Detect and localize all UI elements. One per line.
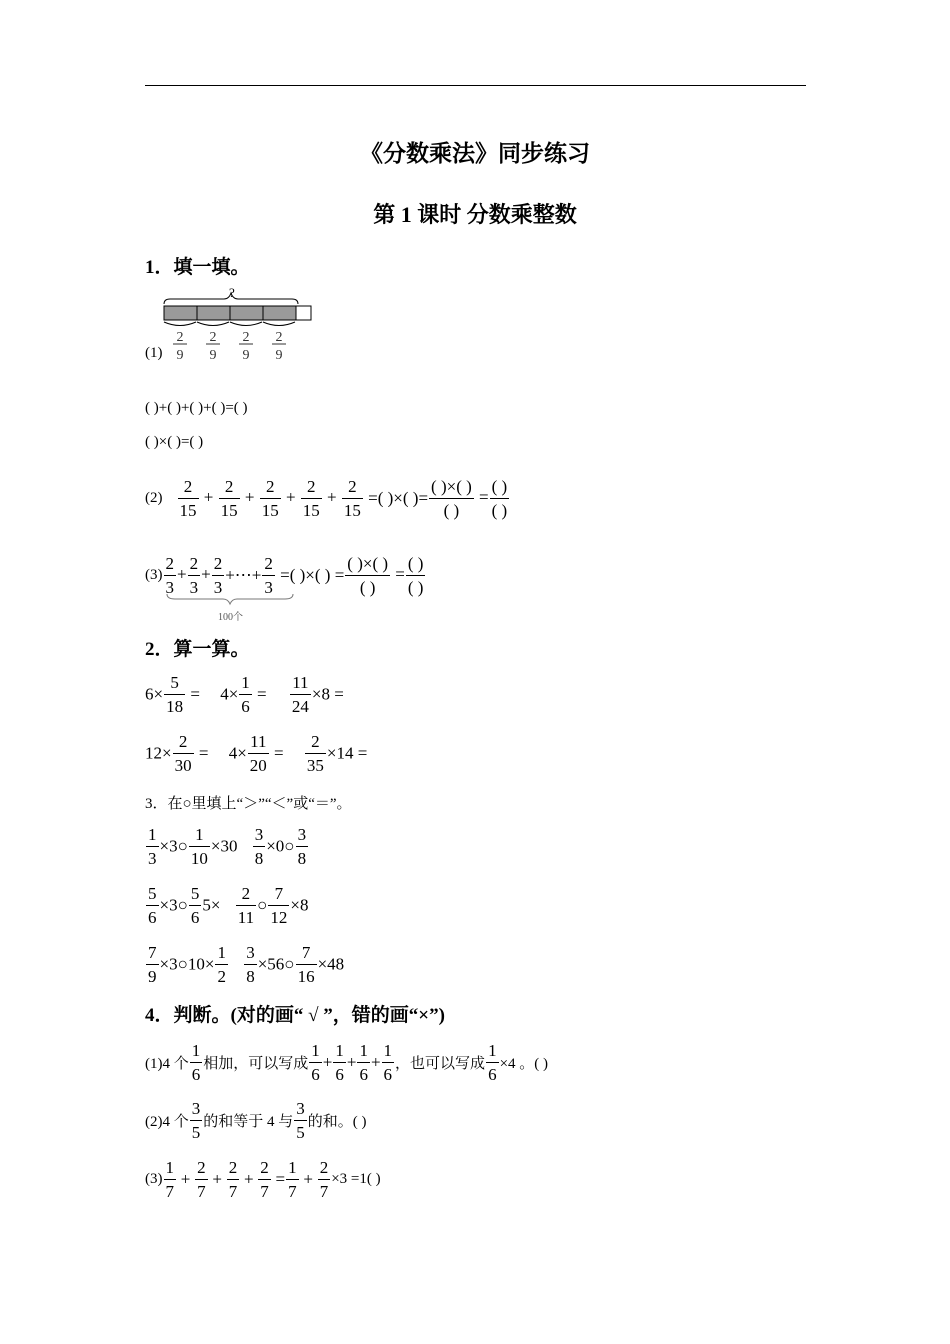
- q1-heading: 1．填一填。: [145, 257, 250, 278]
- q3-row-1: $\frac{1}{3}$ ×3○ $\frac{1}{10}$ ×30 $\frac{3}{8}$ ×0○ $\frac{3}{8}$: [148, 825, 307, 868]
- seg-den-3: 9: [242, 348, 250, 363]
- q2-row-2: 12× $\frac{2}{30}$ = 4× $\frac{11}{20}$ = $\frac{2}{35}$ ×14 =: [145, 732, 368, 775]
- q3-row-2: $\frac{5}{6}$ ×3○ $\frac{5}{6}$ 5× $\frac{2}{11}$ ○ $\frac{7}{12}$ ×8: [148, 884, 309, 927]
- seg-den-2: 9: [209, 348, 217, 363]
- page-subtitle: 第 1 课时 分数乘整数: [373, 202, 577, 227]
- bar-svg: [160, 283, 320, 368]
- q2-row-1: 6× $\frac{5}{18}$ = 4× $\frac{1}{6}$ = $\frac{11}{24}$ ×8 =: [145, 673, 344, 716]
- q4-heading: 4．判断。(对的画“ √ ”，错的画“×”): [145, 1005, 445, 1026]
- header-rule: [145, 85, 806, 86]
- q3-row-3: $\frac{7}{9}$ ×3○10× $\frac{1}{2}$ $\frac{3}{8}$ ×56○ $\frac{7}{16}$ ×48: [148, 943, 345, 986]
- bar-segment-braces: [164, 322, 295, 326]
- q1-p3-count-label: 100个: [218, 612, 243, 623]
- q1-p1-line1: ( )+( )+( )+( )=( ): [145, 400, 248, 416]
- q3-heading: 3．在○里填上“＞”“＜”或“＝”。: [145, 796, 352, 812]
- fraction-bar-figure: [160, 283, 320, 368]
- q1-p3-underbrace: [165, 592, 295, 606]
- bar-question-mark: ?: [229, 285, 235, 300]
- seg-den-4: 9: [275, 348, 283, 363]
- q1-p1-line2: ( )×( )=( ): [145, 434, 204, 450]
- page-title: 《分数乘法》同步练习: [360, 141, 590, 166]
- seg-num-1: 2: [176, 330, 184, 345]
- q2-heading: 2．算一算。: [145, 639, 250, 660]
- q4-item-2: (2)4 个 $\frac{3}{5}$ 的和等于 4 与 $\frac{3}{5}$ 的和。( ): [145, 1099, 367, 1142]
- q4-item-3: (3) $\frac{1}{7}$ + $\frac{2}{7}$ + $\frac{2}{7}$ + $\frac{2}{7}$ = $\frac{1}{7}$ + $\frac{2}{7}$ ×3 =1( ): [145, 1158, 381, 1201]
- seg-den-1: 9: [176, 348, 184, 363]
- q1-p1-label: (1): [145, 345, 163, 361]
- q1-p2-expression: (2) $\frac{2}{15}$ + $\frac{2}{15}$ + $\frac{2}{15}$ + $\frac{2}{15}$ + $\frac{2}{15}$ =( )×( )= $\frac{( )\times( )}{( )}$ = $\frac{( )}{( )}$: [145, 477, 508, 520]
- bar-unshaded: [296, 306, 311, 320]
- seg-num-3: 2: [242, 330, 250, 345]
- q4-item-1: (1)4 个 $\frac{1}{6}$ 相加，可以写成 $\frac{1}{6}$ + $\frac{1}{6}$ + $\frac{1}{6}$ + $\frac{1}{6}$ ，也可以写成 $\frac{1}{6}$ ×4 。( ): [145, 1041, 549, 1084]
- seg-num-4: 2: [275, 330, 283, 345]
- q1-p3-expression: (3) $\frac{2}{3}$ + $\frac{2}{3}$ + $\frac{2}{3}$ +⋯+ $\frac{2}{3}$ =( )×( ) = $\frac{( )\times( )}{( )}$ = $\frac{( )}{( )}$: [145, 554, 424, 597]
- seg-num-2: 2: [209, 330, 217, 345]
